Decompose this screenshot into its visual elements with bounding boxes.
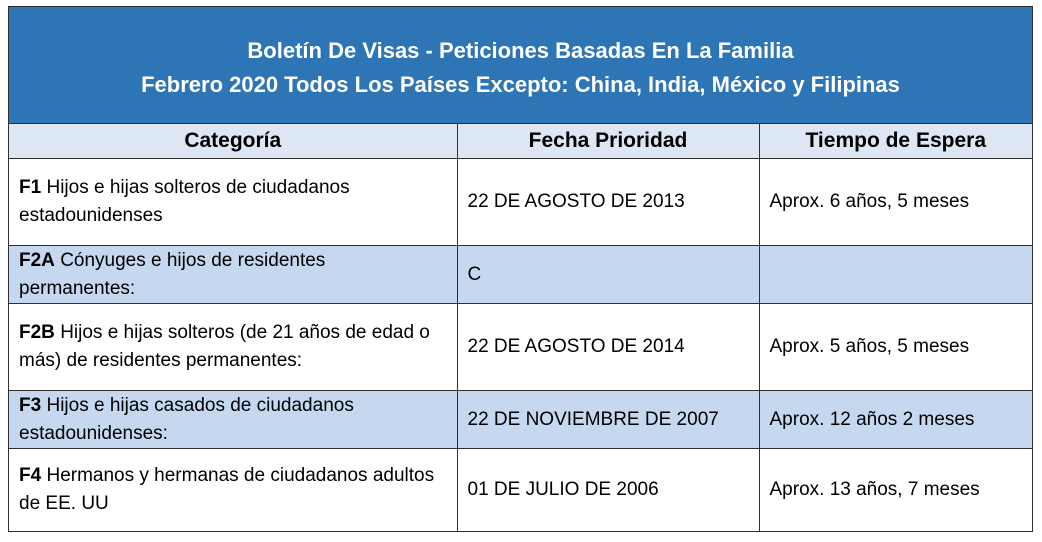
wait-time-cell: Aprox. 6 años, 5 meses xyxy=(759,159,1032,246)
category-cell xyxy=(9,391,457,449)
priority-date-cell: C xyxy=(457,246,759,304)
category-cell xyxy=(9,304,457,391)
table-row-f1 xyxy=(9,159,1032,246)
wait-time-cell xyxy=(759,246,1032,304)
category-description: Hijos e hijas casados de ciudadanos estadounidenses: xyxy=(19,394,354,444)
header-wait-time: Tiempo de Espera xyxy=(759,124,1032,159)
category-description: Hijos e hijas solteros (de 21 años de edad o más) de residentes permanentes: xyxy=(19,322,430,371)
category-code: F4 xyxy=(19,465,42,487)
bulletin-title: Boletín De Visas - Peticiones Basadas En La Familia xyxy=(247,38,794,63)
category-code: F2A xyxy=(19,249,55,271)
wait-time-cell: Aprox. 12 años 2 meses xyxy=(759,391,1032,449)
priority-date-cell: 22 DE AGOSTO DE 2014 xyxy=(457,304,759,391)
bulletin-banner xyxy=(9,7,1032,124)
category-cell xyxy=(9,449,457,532)
visa-bulletin-table-frame xyxy=(8,6,1033,532)
category-description: Hijos e hijas solteros de ciudadanos estadounidenses xyxy=(19,177,350,226)
table-row-f4 xyxy=(9,449,1032,532)
category-code: F2B xyxy=(19,322,55,343)
category-description: Hermanos y hermanas de ciudadanos adultos de EE. UU xyxy=(19,465,435,515)
category-cell xyxy=(9,159,457,246)
table-row-f3 xyxy=(9,391,1032,449)
header-category: Categoría xyxy=(9,124,457,159)
bulletin-subtitle: Febrero 2020 Todos Los Países Excepto: China, India, México y Filipinas xyxy=(141,72,900,97)
priority-date-cell: 22 DE AGOSTO DE 2013 xyxy=(457,159,759,246)
priority-date-cell: 22 DE NOVIEMBRE DE 2007 xyxy=(457,391,759,449)
priority-date-cell: 01 DE JULIO DE 2006 xyxy=(457,449,759,532)
category-code: F1 xyxy=(19,177,42,198)
priority-dates-table xyxy=(9,124,1032,532)
category-description: Cónyuges e hijos de residentes permanentes: xyxy=(19,249,326,299)
table-header-row xyxy=(9,124,1032,159)
table-row-f2b xyxy=(9,304,1032,391)
wait-time-cell: Aprox. 5 años, 5 meses xyxy=(759,304,1032,391)
category-cell xyxy=(9,246,457,304)
header-priority-date: Fecha Prioridad xyxy=(457,124,759,159)
category-code: F3 xyxy=(19,394,42,416)
table-row-f2a xyxy=(9,246,1032,304)
wait-time-cell: Aprox. 13 años, 7 meses xyxy=(759,449,1032,532)
